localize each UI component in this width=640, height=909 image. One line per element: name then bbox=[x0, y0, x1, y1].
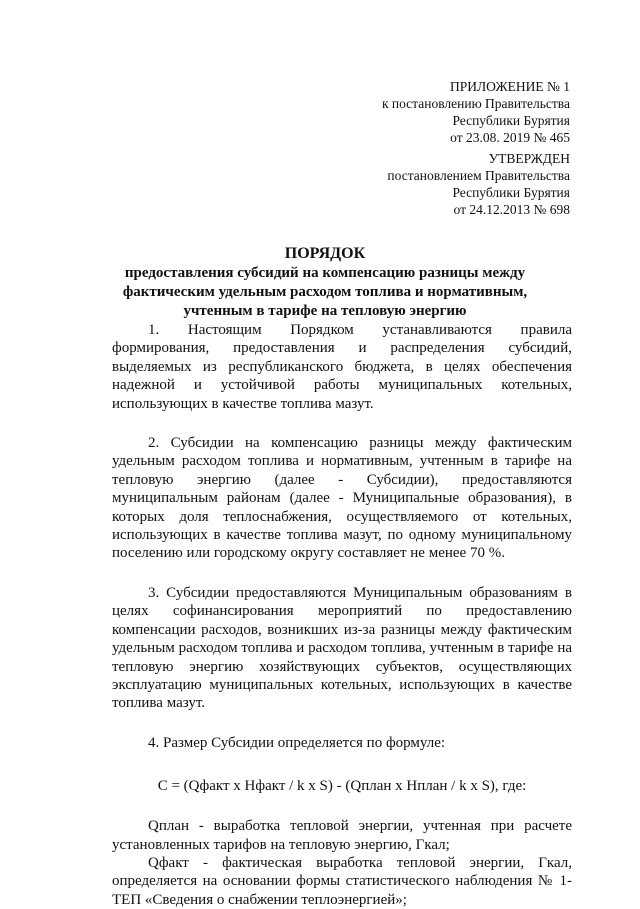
appendix-header bbox=[382, 78, 570, 146]
appendix-line-2: к постановлению Правительства bbox=[381, 96, 570, 111]
paragraph-1: 1. Настоящим Порядком устанавливаются правила формирования, предоставления и распределения субсидий, выделяемых из республиканского бюджета, в целях обеспечения надежной и устойчивой работы муниципальных котельных, использующих в качестве топлива мазут. bbox=[112, 322, 572, 412]
appendix-line-3: Республики Бурятия bbox=[452, 113, 570, 128]
subsidy-formula: С = (Qфакт х Нфакт / k х S) - (Qплан х Нплан / k х S), где: bbox=[157, 778, 527, 795]
title-subtitle-line-2: фактическим удельным расходом топлива и нормативным, bbox=[122, 284, 528, 300]
approved-line-4: от 24.12.2013 № 698 bbox=[453, 202, 570, 217]
paragraph-2: 2. Субсидии на компенсацию разницы между фактическим удельным расходом топлива и нормативным, учтенным в тарифе на тепловую энергию (далее - Субсидии), предоставляются муниципальным районам (далее - Муниципальные образования), в которых доля теплоснабжения, осуществляемого от котельных, использующих в качестве топлива мазут, по одному муниципальному поселению или городскому округу составляет не менее 70 %. bbox=[112, 435, 572, 562]
approved-header bbox=[387, 150, 570, 218]
document-title bbox=[80, 244, 570, 321]
appendix-line-1: ПРИЛОЖЕНИЕ № 1 bbox=[449, 79, 570, 94]
definition-q-plan: Qплан - выработка тепловой энергии, учтенная при расчете установленных тарифов на тепловую энергию, Гкал; bbox=[112, 818, 572, 853]
approved-line-3: Республики Бурятия bbox=[452, 185, 570, 200]
title-main: ПОРЯДОК bbox=[284, 245, 366, 262]
paragraph-3: 3. Субсидии предоставляются Муниципальным образованиям в целях софинансирования мероприятий по предоставлению компенсации расходов, возникших из-за разницы между фактическим удельным расходом топлива и расходом топлива, учтенным в тарифе на тепловую энергию хозяйствующих субъектов, осуществляющих эксплуатацию муниципальных котельных, использующих в качестве топлива мазут. bbox=[112, 584, 572, 712]
definition-q-fact: Qфакт - фактическая выработка тепловой энергии, Гкал, определяется на основании формы статистического наблюдения № 1-ТЕП «Сведения о снабжении теплоэнергией»; bbox=[112, 854, 572, 908]
title-subtitle-line-1: предоставления субсидий на компенсацию разницы между bbox=[124, 265, 526, 281]
approved-line-2: постановлением Правительства bbox=[387, 168, 570, 183]
appendix-line-4: от 23.08. 2019 № 465 bbox=[450, 130, 570, 145]
paragraph-4: 4. Размер Субсидии определяется по формуле: bbox=[148, 734, 446, 751]
document-body bbox=[112, 321, 572, 909]
title-subtitle-line-3: учтенным в тарифе на тепловую энергию bbox=[183, 303, 467, 319]
approved-line-1: УТВЕРЖДЕН bbox=[488, 151, 570, 166]
